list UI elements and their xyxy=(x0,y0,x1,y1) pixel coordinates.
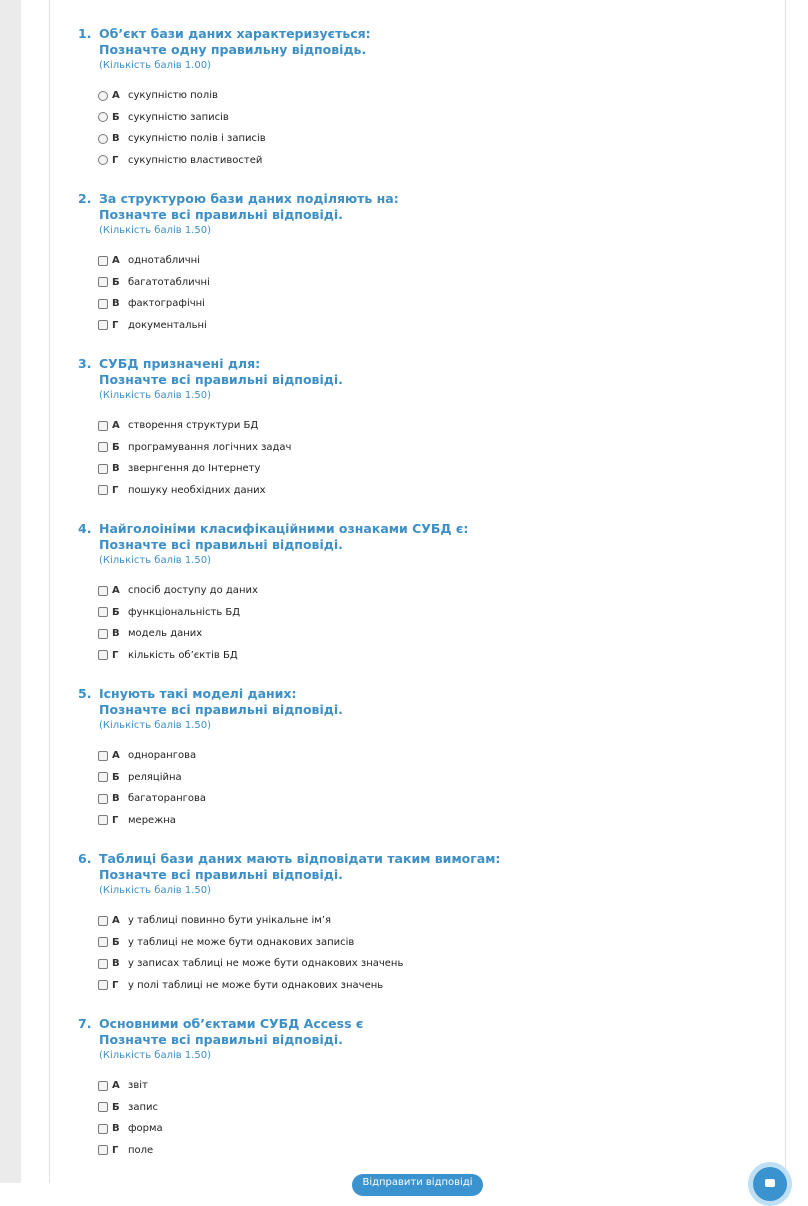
question-instruction: Позначте одну правильну відповідь. xyxy=(99,42,367,57)
question-points: (Кількість балів 1.50) xyxy=(99,225,211,236)
option-letter: В xyxy=(112,133,120,145)
question-number: 4. xyxy=(78,521,92,536)
option-text: сукупністю полів xyxy=(128,90,218,102)
question-title: Найголоініми класифікаційними ознаками СУБД є: xyxy=(99,521,469,536)
answer-option[interactable] xyxy=(98,602,538,624)
radio-button[interactable] xyxy=(98,91,108,101)
option-text: сукупністю записів xyxy=(128,111,229,123)
option-letter: В xyxy=(112,958,120,970)
option-letter: Б xyxy=(112,771,120,783)
option-letter: А xyxy=(112,750,120,762)
option-letter: А xyxy=(112,585,120,597)
question-instruction: Позначте всі правильні відповіді. xyxy=(99,1032,343,1047)
question-4 xyxy=(78,521,538,666)
option-letter: А xyxy=(112,255,120,267)
answer-option[interactable] xyxy=(98,272,538,294)
option-text: звернгення до Інтернету xyxy=(128,463,261,475)
checkbox[interactable] xyxy=(98,937,108,947)
option-text: однорангова xyxy=(128,750,197,762)
answer-option[interactable] xyxy=(98,1140,538,1162)
option-letter: А xyxy=(112,420,120,432)
chat-button[interactable] xyxy=(748,1162,792,1206)
question-2 xyxy=(78,191,538,336)
option-letter: В xyxy=(112,628,120,640)
option-letter: В xyxy=(112,793,120,805)
answer-option[interactable] xyxy=(98,623,538,645)
question-header xyxy=(78,851,538,883)
option-text: сукупністю властивостей xyxy=(128,154,263,166)
checkbox[interactable] xyxy=(98,815,108,825)
question-title: Таблиці бази даних мають відповідати таким вимогам: xyxy=(99,851,501,866)
option-letter: А xyxy=(112,90,120,102)
answer-option[interactable] xyxy=(98,458,538,480)
option-letter: Б xyxy=(112,276,120,288)
question-instruction: Позначте всі правильні відповіді. xyxy=(99,702,343,717)
option-text: звіт xyxy=(128,1080,148,1092)
question-header xyxy=(78,356,538,388)
question-instruction: Позначте всі правильні відповіді. xyxy=(99,537,343,552)
question-instruction: Позначте всі правильні відповіді. xyxy=(99,867,343,882)
question-header xyxy=(78,686,538,718)
answer-options xyxy=(98,250,538,336)
question-1 xyxy=(78,26,538,171)
question-points: (Кількість балів 1.50) xyxy=(99,885,211,896)
question-header xyxy=(78,26,538,58)
question-title: Об’єкт бази даних характеризується: xyxy=(99,26,371,41)
checkbox[interactable] xyxy=(98,1145,108,1155)
question-number: 7. xyxy=(78,1016,92,1031)
checkbox[interactable] xyxy=(98,772,108,782)
question-3 xyxy=(78,356,538,501)
option-text: сукупністю полів і записів xyxy=(128,133,266,145)
question-title: Основними об’єктами СУБД Access є xyxy=(99,1016,364,1031)
option-letter: Б xyxy=(112,1101,120,1113)
answer-option[interactable] xyxy=(98,580,538,602)
question-points: (Кількість балів 1.50) xyxy=(99,390,211,401)
question-header xyxy=(78,191,538,223)
answer-option[interactable] xyxy=(98,107,538,129)
option-text: поле xyxy=(128,1144,154,1156)
option-text: спосіб доступу до даних xyxy=(128,585,258,597)
option-letter: Б xyxy=(112,936,120,948)
option-text: мережна xyxy=(128,814,176,826)
question-number: 5. xyxy=(78,686,92,701)
option-letter: Г xyxy=(112,979,119,991)
option-text: пошуку необхідних даних xyxy=(128,484,266,496)
checkbox[interactable] xyxy=(98,1102,108,1112)
question-points: (Кількість балів 1.00) xyxy=(99,60,211,71)
radio-button[interactable] xyxy=(98,112,108,122)
option-letter: Б xyxy=(112,441,120,453)
option-letter: А xyxy=(112,915,120,927)
checkbox[interactable] xyxy=(98,607,108,617)
checkbox[interactable] xyxy=(98,277,108,287)
question-title: За структурою бази даних поділяють на: xyxy=(99,191,399,206)
option-letter: В xyxy=(112,298,120,310)
option-text: багаторангова xyxy=(128,793,207,805)
checkbox[interactable] xyxy=(98,959,108,969)
chat-icon xyxy=(753,1167,787,1201)
option-text: кількість об’єктів БД xyxy=(128,649,238,661)
question-number: 1. xyxy=(78,26,92,41)
option-letter: Г xyxy=(112,649,119,661)
answer-option[interactable] xyxy=(98,150,538,172)
option-letter: Б xyxy=(112,606,120,618)
question-number: 3. xyxy=(78,356,92,371)
question-6 xyxy=(78,851,538,996)
answer-option[interactable] xyxy=(98,1118,538,1140)
option-letter: Б xyxy=(112,111,120,123)
option-text: програмування логічних задач xyxy=(128,441,292,453)
checkbox[interactable] xyxy=(98,751,108,761)
option-letter: Г xyxy=(112,154,119,166)
checkbox[interactable] xyxy=(98,1081,108,1091)
answer-options xyxy=(98,85,538,171)
option-letter: Г xyxy=(112,484,119,496)
question-header xyxy=(78,521,538,553)
checkbox[interactable] xyxy=(98,421,108,431)
option-text: створення структури БД xyxy=(128,420,259,432)
option-text: реляційна xyxy=(128,771,182,783)
option-letter: Г xyxy=(112,1144,119,1156)
option-text: документальні xyxy=(128,319,207,331)
option-text: однотабличні xyxy=(128,255,200,267)
checkbox[interactable] xyxy=(98,1124,108,1134)
option-text: запис xyxy=(128,1101,158,1113)
option-text: модель даних xyxy=(128,628,203,640)
question-instruction: Позначте всі правильні відповіді. xyxy=(99,372,343,387)
option-text: у записах таблиці не може бути однакових значень xyxy=(128,958,404,970)
question-points: (Кількість балів 1.50) xyxy=(99,555,211,566)
answer-option[interactable] xyxy=(98,975,538,997)
answer-option[interactable] xyxy=(98,250,538,272)
answer-option[interactable] xyxy=(98,85,538,107)
option-text: багатотабличні xyxy=(128,276,210,288)
checkbox[interactable] xyxy=(98,485,108,495)
left-gutter xyxy=(0,0,21,1183)
question-header xyxy=(78,1016,538,1048)
answer-option[interactable] xyxy=(98,415,538,437)
answer-option[interactable] xyxy=(98,437,538,459)
checkbox[interactable] xyxy=(98,464,108,474)
checkbox[interactable] xyxy=(98,442,108,452)
answer-option[interactable] xyxy=(98,953,538,975)
checkbox[interactable] xyxy=(98,299,108,309)
answer-option[interactable] xyxy=(98,932,538,954)
radio-button[interactable] xyxy=(98,155,108,165)
question-points: (Кількість балів 1.50) xyxy=(99,1050,211,1061)
answer-option[interactable] xyxy=(98,745,538,767)
checkbox[interactable] xyxy=(98,586,108,596)
option-letter: В xyxy=(112,1123,120,1135)
checkbox[interactable] xyxy=(98,980,108,990)
radio-button[interactable] xyxy=(98,134,108,144)
answer-option[interactable] xyxy=(98,788,538,810)
option-letter: В xyxy=(112,463,120,475)
option-text: у таблиці повинно бути унікальне ім’я xyxy=(128,915,331,927)
answer-option[interactable] xyxy=(98,1075,538,1097)
answer-option[interactable] xyxy=(98,128,538,150)
answer-option[interactable] xyxy=(98,315,538,337)
answer-option[interactable] xyxy=(98,910,538,932)
answer-options xyxy=(98,745,538,831)
question-points: (Кількість балів 1.50) xyxy=(99,720,211,731)
option-text: у таблиці не може бути однакових записів xyxy=(128,936,355,948)
checkbox[interactable] xyxy=(98,650,108,660)
checkbox[interactable] xyxy=(98,256,108,266)
question-5 xyxy=(78,686,538,831)
option-text: у полі таблиці не може бути однакових значень xyxy=(128,979,384,991)
checkbox[interactable] xyxy=(98,629,108,639)
question-number: 6. xyxy=(78,851,92,866)
option-letter: А xyxy=(112,1080,120,1092)
answer-option[interactable] xyxy=(98,767,538,789)
answer-options xyxy=(98,415,538,501)
option-letter: Г xyxy=(112,814,119,826)
question-number: 2. xyxy=(78,191,92,206)
answer-option[interactable] xyxy=(98,293,538,315)
option-letter: Г xyxy=(112,319,119,331)
submit-answers-button[interactable]: Відправити відповіді xyxy=(352,1174,483,1196)
answer-option[interactable] xyxy=(98,645,538,667)
answer-option[interactable] xyxy=(98,810,538,832)
checkbox[interactable] xyxy=(98,320,108,330)
question-title: Існують такі моделі даних: xyxy=(99,686,297,701)
answer-options xyxy=(98,1075,538,1161)
question-instruction: Позначте всі правильні відповіді. xyxy=(99,207,343,222)
option-text: функціональність БД xyxy=(128,606,241,618)
checkbox[interactable] xyxy=(98,916,108,926)
question-7 xyxy=(78,1016,538,1161)
option-text: форма xyxy=(128,1123,163,1135)
question-title: СУБД призначені для: xyxy=(99,356,261,371)
checkbox[interactable] xyxy=(98,794,108,804)
answer-options xyxy=(98,910,538,996)
option-text: фактографічні xyxy=(128,298,205,310)
answer-option[interactable] xyxy=(98,1097,538,1119)
answer-option[interactable] xyxy=(98,480,538,502)
answer-options xyxy=(98,580,538,666)
